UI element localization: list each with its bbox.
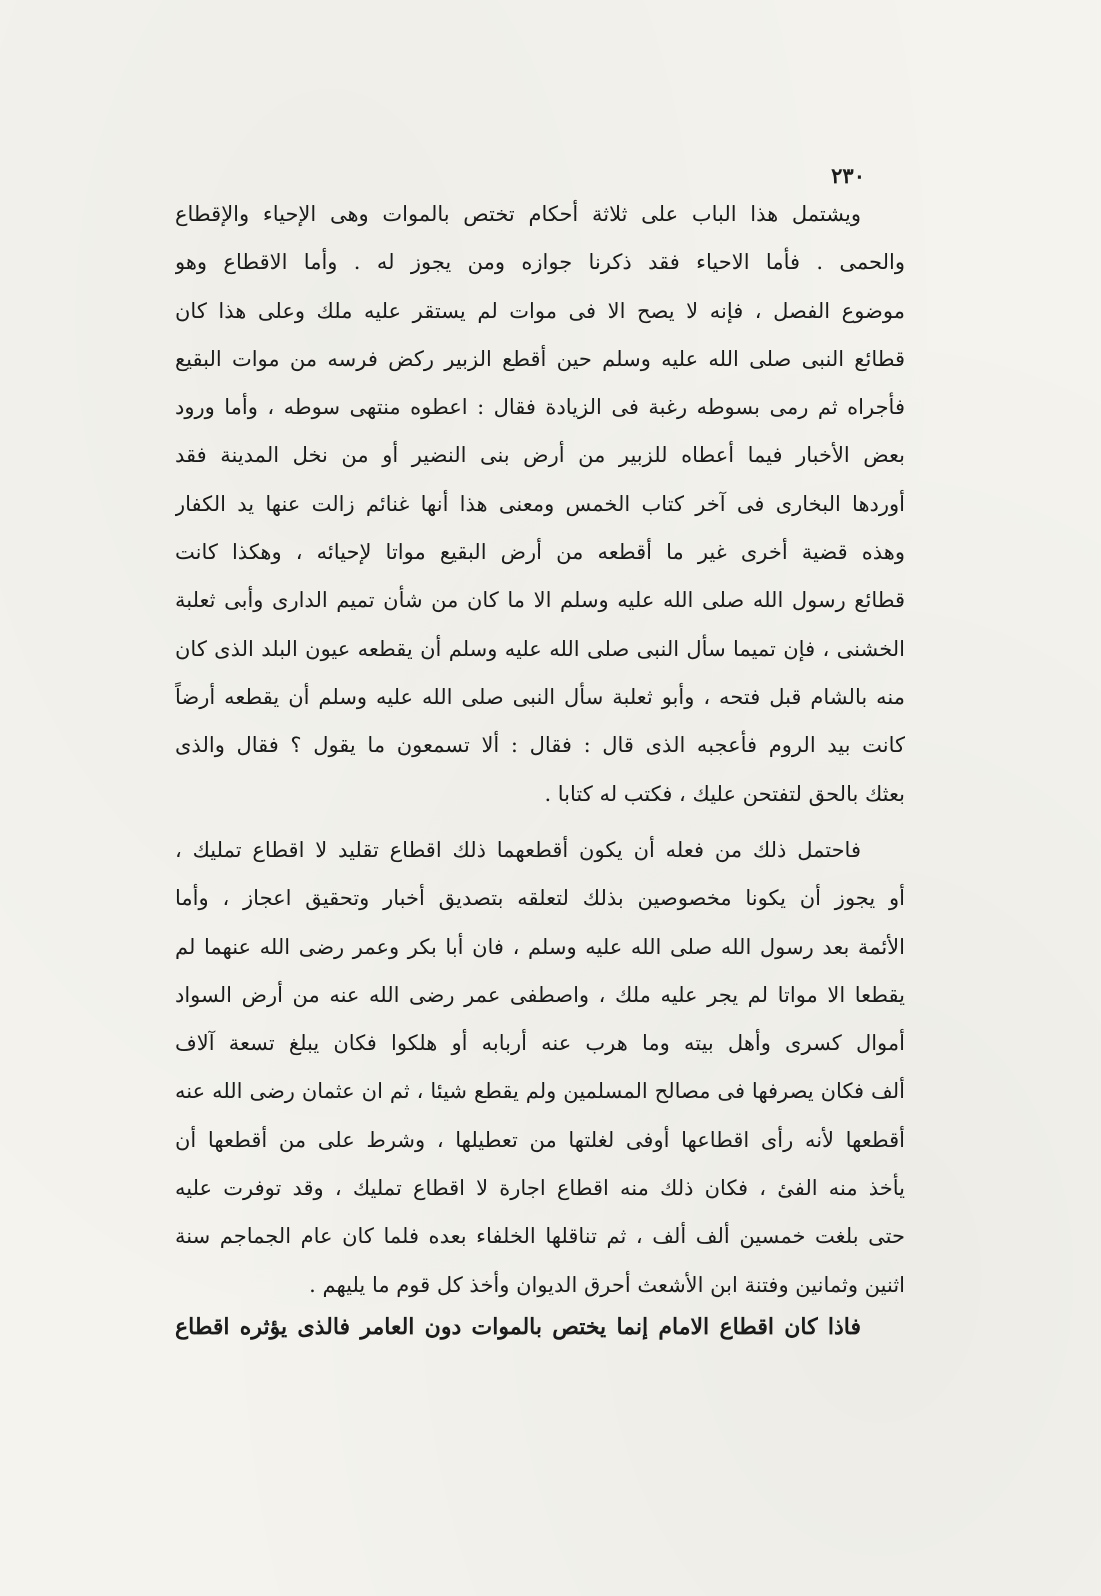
text-line: اثنين وثمانين وفتنة ابن الأشعث أحرق الديوان وأخذ كل قوم ما يليهم . [309,1272,905,1297]
text-line: ويشتمل هذا الباب على ثلاثة أحكام تختص بالموات وهى الإحياء والإقطاع [175,202,861,226]
text-line: يقطعا الا مواتا لم يجر عليه ملك ، واصطفى عمر رضى الله عنه من أرض السواد [175,982,905,1007]
text-line: أو يجوز أن يكونا مخصوصين بذلك لتعلقه بتصديق أخبار وتحقيق اعجاز ، وأما [175,886,905,911]
paragraph-1 [175,190,905,818]
text-line: بعض الأخبار فيما أعطاه للزبير من أرض بنى النضير أو من نخل المدينة فقد [175,443,905,468]
paragraph-2 [175,826,905,1309]
text-line: يأخذ منه الفئ ، فكان ذلك منه اقطاع اجارة لا اقطاع تمليك ، وقد توفرت عليه [175,1176,905,1201]
page-number: ٢٣٠ [831,163,865,188]
text-line: فاذا كان اقطاع الامام إنما يختص بالموات دون العامر فالذى يؤثره اقطاع [175,1314,861,1340]
text-line: فأجراه ثم رمى بسوطه رغبة فى الزيادة فقال : اعطوه منتهى سوطه ، وأما ورود [175,395,905,420]
text-line: أقطعها لأنه رأى اقطاعها أوفى لغلتها من تعطيلها ، وشرط على من أقطعها أن [175,1127,905,1152]
paragraph-3 [175,1303,905,1351]
text-line: أموال كسرى وأهل بيته وما هرب عنه أربابه أو هلكوا فكان يبلغ تسعة آلاف [175,1031,905,1056]
text-line: منه بالشام قبل فتحه ، وأبو ثعلبة سأل النبى صلى الله عليه وسلم أن يقطعه أرضاً [175,684,905,709]
text-line: كانت بيد الروم فأعجبه الذى قال : فقال : ألا تسمعون ما يقول ؟ فقال والذى [175,733,905,758]
text-line: وهذه قضية أخرى غير ما أقطعه من أرض البقيع مواتا لإحيائه ، وهكذا كانت [175,540,905,565]
text-line: موضوع الفصل ، فإنه لا يصح الا فى موات لم يستقر عليه ملك وعلى هذا كان [175,298,905,323]
text-line: الخشنى ، فإن تميما سأل النبى صلى الله عليه وسلم أن يقطعه عيون البلد الذى كان [175,636,905,661]
text-line: قطائع رسول الله صلى الله عليه وسلم الا ما كان من شأن تميم الدارى وأبى ثعلبة [175,588,905,613]
text-line: أوردها البخارى فى آخر كتاب الخمس ومعنى هذا أنها غنائم زالت عنها يد الكفار [175,491,905,516]
text-line: ألف فكان يصرفها فى مصالح المسلمين ولم يقطع شيئا ، ثم ان عثمان رضى الله عنه [175,1079,905,1104]
text-line: فاحتمل ذلك من فعله أن يكون أقطعهما ذلك اقطاع تقليد لا اقطاع تمليك ، [175,838,861,862]
text-line: الأئمة بعد رسول الله صلى الله عليه وسلم ، فان أبا بكر وعمر رضى الله عنهما لم [175,934,905,959]
text-line: حتى بلغت خمسين ألف ألف ، ثم تناقلها الخلفاء بعده فلما كان عام الجماجم سنة [175,1224,905,1249]
text-line: والحمى . فأما الاحياء فقد ذكرنا جوازه ومن يجوز له . وأما الاقطاع وهو [175,250,905,275]
text-line: بعثك بالحق لتفتحن عليك ، فكتب له كتابا . [544,781,905,806]
text-line: قطائع النبى صلى الله عليه وسلم حين أقطع الزبير ركض فرسه من موات البقيع [175,346,905,371]
